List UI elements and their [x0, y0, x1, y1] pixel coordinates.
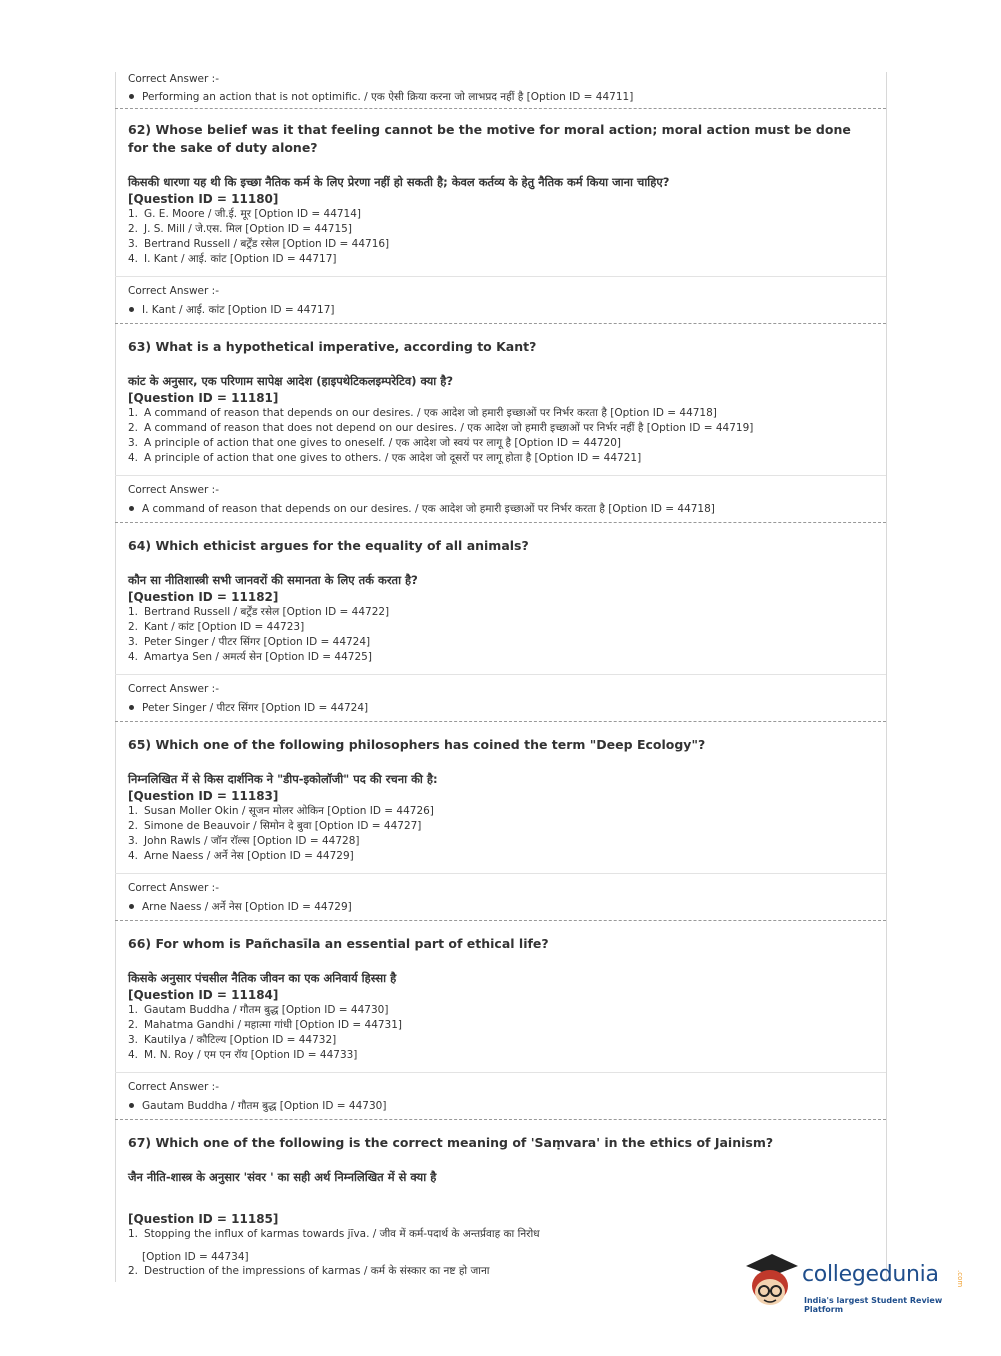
- correct-answer-label: Correct Answer :-: [128, 882, 219, 894]
- question-title: 67) Which one of the following is the correct meaning of 'Saṃvara' in the ethics of Jainism?: [128, 1135, 774, 1150]
- question-id: [Question ID = 11180]: [128, 192, 279, 206]
- option-item: 2. Destruction of the impressions of karmas / कर्म के संस्कार का नष्ट हो जाना: [128, 1265, 490, 1277]
- option-item: 4. Amartya Sen / अमर्त्य सेन [Option ID = 44725]: [128, 651, 372, 663]
- options-list: [128, 207, 873, 267]
- options-list: [128, 1227, 873, 1242]
- correct-answer-label: Correct Answer :-: [128, 683, 219, 695]
- answer-text: Performing an action that is not optimific. / एक ऐसी क्रिया करना जो लाभप्रद नहीं है [Option ID = 44711]: [142, 91, 634, 103]
- q64-answer-block: [128, 675, 873, 715]
- option-item: 2. Mahatma Gandhi / महात्मा गांधी [Option ID = 44731]: [128, 1019, 403, 1031]
- answer-text: Peter Singer / पीटर सिंगर [Option ID = 44724]: [142, 702, 369, 714]
- option-item: 2. Kant / कांट [Option ID = 44723]: [128, 621, 305, 633]
- option-item: 4. M. N. Roy / एम एन रॉय [Option ID = 44733]: [128, 1049, 358, 1061]
- correct-answer: [128, 701, 873, 715]
- question-title: 66) For whom is Pañchasīla an essential part of ethical life?: [128, 936, 549, 951]
- bullet-icon: [129, 904, 134, 909]
- option-item: 1. Gautam Buddha / गौतम बुद्ध [Option ID = 44730]: [128, 1004, 389, 1016]
- question-id: [Question ID = 11182]: [128, 590, 279, 604]
- correct-answer: [128, 900, 873, 914]
- bullet-icon: [129, 94, 134, 99]
- question-id: [Question ID = 11183]: [128, 789, 279, 803]
- q61-answer-block: [128, 72, 873, 104]
- answer-text: Gautam Buddha / गौतम बुद्ध [Option ID = 44730]: [142, 1100, 387, 1112]
- correct-answer-label: Correct Answer :-: [128, 73, 219, 85]
- answer-text: A command of reason that depends on our desires. / एक आदेश जो हमारी इच्छाओं पर निर्भर करता है [Option ID = 44718]: [142, 503, 715, 515]
- option-item: 3. Peter Singer / पीटर सिंगर [Option ID = 44724]: [128, 636, 371, 648]
- question-64: [128, 523, 873, 665]
- question-hindi: किसके अनुसार पंचसील नैतिक जीवन का एक अनिवार्य हिस्सा है: [128, 971, 397, 985]
- question-title: 65) Which one of the following philosophers has coined the term "Deep Ecology"?: [128, 737, 706, 752]
- question-63: [128, 324, 873, 466]
- logo-com: .com: [956, 1270, 964, 1288]
- bullet-icon: [129, 307, 134, 312]
- option-item: 2. Simone de Beauvoir / सिमोन दे बुवा [Option ID = 44727]: [128, 820, 422, 832]
- question-hindi: कांट के अनुसार, एक परिणाम सापेक्ष आदेश (हाइपथेटिकलइम्परेटिव) क्या है?: [128, 374, 454, 388]
- correct-answer-label: Correct Answer :-: [128, 1081, 219, 1093]
- q65-answer-block: [128, 874, 873, 914]
- logo-tagline: India's largest Student Review Platform: [804, 1296, 943, 1314]
- option-item: 1. Bertrand Russell / बर्ट्रेंड रसेल [Option ID = 44722]: [128, 606, 390, 618]
- question-id: [Question ID = 11185]: [128, 1212, 279, 1226]
- question-hindi: कौन सा नीतिशास्त्री सभी जानवरों की समानता के लिए तर्क करता है?: [128, 573, 418, 587]
- option-id: [Option ID = 44734]: [142, 1251, 249, 1263]
- q66-answer-block: [128, 1073, 873, 1113]
- logo-name: collegedunia: [802, 1262, 939, 1287]
- bullet-icon: [129, 705, 134, 710]
- option-item: 3. Bertrand Russell / बर्ट्रेंड रसेल [Option ID = 44716]: [128, 238, 390, 250]
- question-id: [Question ID = 11184]: [128, 988, 279, 1002]
- option-item: 1. G. E. Moore / जी.ई. मूर [Option ID = 44714]: [128, 208, 362, 220]
- correct-answer: [128, 1099, 873, 1113]
- question-hindi: निम्नलिखित में से किस दार्शनिक ने "डीप-इकोलॉजी" पद की रचना की है:: [128, 772, 438, 786]
- question-paper: [128, 72, 873, 1279]
- question-title: 63) What is a hypothetical imperative, according to Kant?: [128, 339, 537, 354]
- bullet-icon: [129, 1103, 134, 1108]
- collegedunia-logo: [742, 1250, 972, 1314]
- option-item: 2. A command of reason that does not depend on our desires. / एक आदेश जो हमारी इच्छाओं पर निर्भर नहीं है [Option ID = 44719]: [128, 422, 754, 434]
- q62-answer-block: [128, 277, 873, 317]
- correct-answer: [128, 303, 873, 317]
- answer-text: Arne Naess / अर्ने नेस [Option ID = 44729]: [142, 901, 352, 913]
- correct-answer-label: Correct Answer :-: [128, 285, 219, 297]
- options-list: [128, 406, 873, 466]
- correct-answer-label: Correct Answer :-: [128, 484, 219, 496]
- options-list: [128, 1003, 873, 1063]
- question-title: 62) Whose belief was it that feeling cannot be the motive for moral action; moral action must be done for the sake of duty alone?: [128, 122, 851, 155]
- correct-answer: [128, 502, 873, 516]
- option-item: 1. A command of reason that depends on our desires. / एक आदेश जो हमारी इच्छाओं पर निर्भर करता है [Option ID = 44718]: [128, 407, 717, 419]
- question-62: [128, 109, 873, 267]
- options-list: [128, 804, 873, 864]
- options-list: [128, 605, 873, 665]
- graduate-mascot-icon: [742, 1250, 800, 1310]
- option-item: 1. Susan Moller Okin / सूजन मोलर ओकिन [Option ID = 44726]: [128, 805, 434, 817]
- question-65: [128, 722, 873, 864]
- answer-text: I. Kant / आई. कांट [Option ID = 44717]: [142, 304, 335, 316]
- question-id: [Question ID = 11181]: [128, 391, 279, 405]
- bullet-icon: [129, 506, 134, 511]
- option-item: 3. John Rawls / जॉन रॉल्स [Option ID = 44728]: [128, 835, 360, 847]
- question-66: [128, 921, 873, 1063]
- option-item: 4. Arne Naess / अर्ने नेस [Option ID = 44729]: [128, 850, 354, 862]
- option-item: 4. I. Kant / आई. कांट [Option ID = 44717]: [128, 253, 337, 265]
- option-item: 4. A principle of action that one gives to others. / एक आदेश जो दूसरों पर लागू होता है [Option ID = 44721]: [128, 452, 642, 464]
- correct-answer: [128, 90, 873, 104]
- option-item: 3. A principle of action that one gives to oneself. / एक आदेश जो स्वयं पर लागू है [Option ID = 44720]: [128, 437, 622, 449]
- question-hindi: किसकी धारणा यह थी कि इच्छा नैतिक कर्म के लिए प्रेरणा नहीं हो सकती है; केवल कर्तव्य के हेतु नैतिक कर्म किया जाना चाहिए?: [128, 175, 670, 189]
- option-item: 2. J. S. Mill / जे.एस. मिल [Option ID = 44715]: [128, 223, 352, 235]
- option-item: 1. Stopping the influx of karmas towards jīva. / जीव में कर्म-पदार्थ के अन्तर्प्रवाह का निरोध: [128, 1228, 540, 1240]
- q63-answer-block: [128, 476, 873, 516]
- question-title: 64) Which ethicist argues for the equality of all animals?: [128, 538, 529, 553]
- question-hindi: जैन नीति-शास्त्र के अनुसार 'संवर ' का सही अर्थ निम्नलिखित में से क्या है: [128, 1170, 437, 1184]
- option-item: 3. Kautilya / कौटिल्य [Option ID = 44732]: [128, 1034, 337, 1046]
